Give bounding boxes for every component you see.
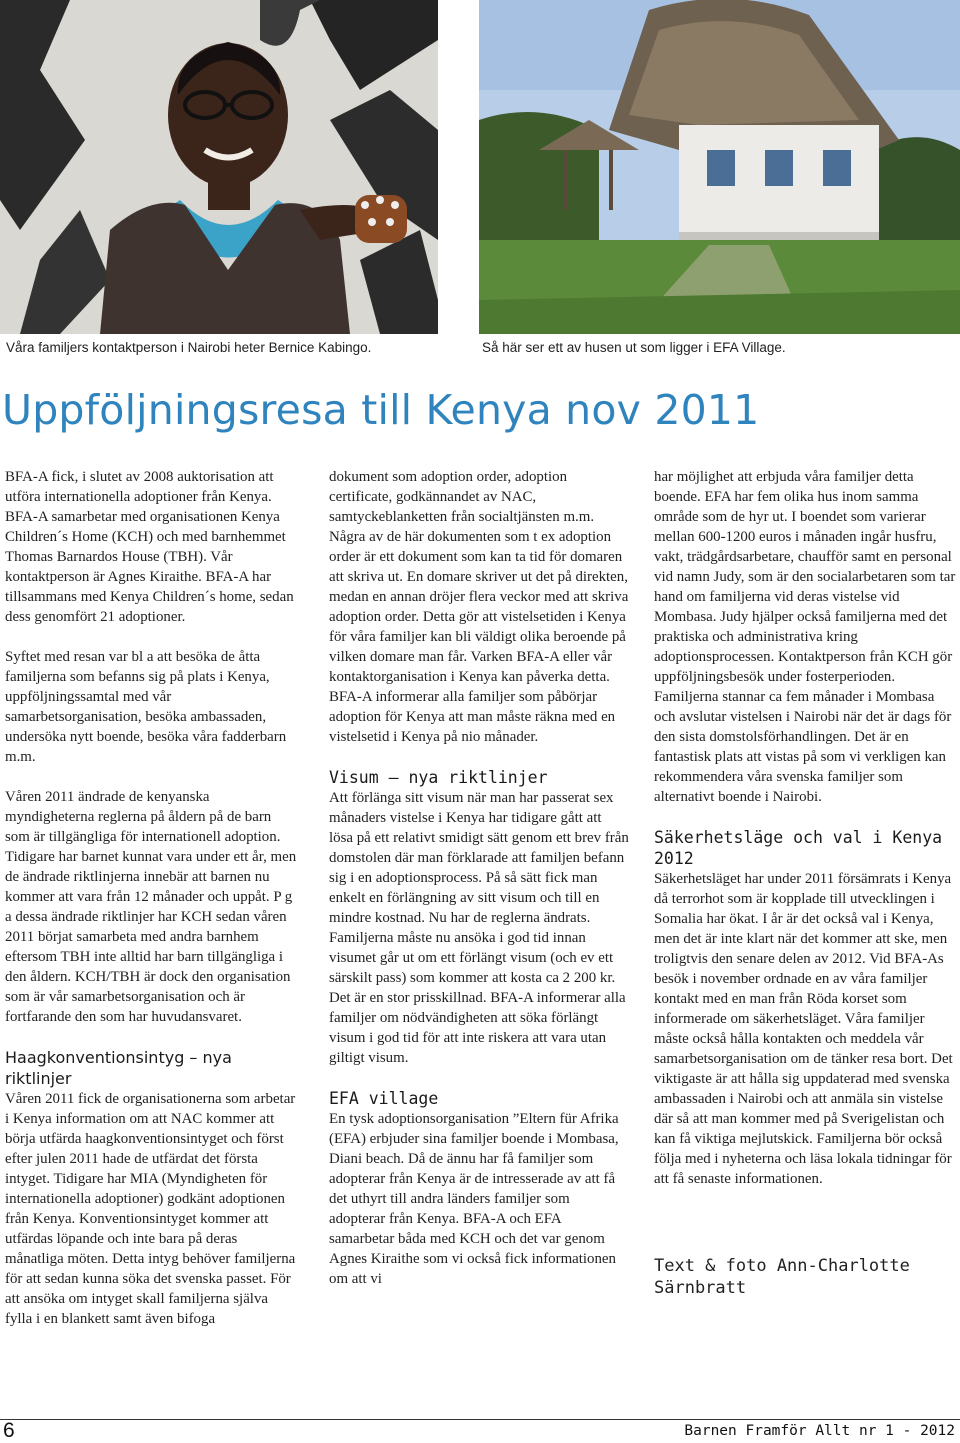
magazine-issue: Barnen Framför Allt nr 1 - 2012 [684,1423,955,1439]
text-column-2 [329,467,629,1289]
paragraph-efa-village: En tysk adoptionsorganisation ”Eltern für Afrika (EFA) erbjuder sina familjer boende i Mombasa, Diani beach. Då de ännu har få familjer som adopterar från Kenya är de intresserade av att få det uthyrt till andra länders familjer som adopterar från Kenya. BFA-A och EFA samarbetar båda med KCH och det var genom Agnes Kiraithe som vi också fick informationen om att vi [329,1111,619,1287]
paragraph-haagkonventionsintyg: Våren 2011 fick de organisationerna som arbetar i Kenya information om att NAC kommer att börja utfärda haagkonventionsintyget och först efter julen 2011 hade de utfärdat det första intyget. Tidigare har MIA (Myndigheten för internationella adoptioner) godkänt adoptionen från Kenya. Konventionsintyget kommer att utfärdas löpande och inte bara på deras månatliga möten. Detta intyg behöver familjerna för att sedan kunna söka det svenska passet. För att ansöka om intyget skall familjerna själva fylla i en blankett samt även bifoga [5,1091,296,1327]
paragraph-dokument: dokument som adoption order, adoption certificate, godkännandet av NAC, samtyckeblanketten från socialtjänsten m.m. Några av de här dokumenten som t ex adoption order är ett dokument som kan ta tid för domaren att skriva ut. En domare skriver ut det på direkten, medan en annan dröjer flera veckor med att skriva adoption order. Detta gör att vistelsetiden i Kenya för våra familjer kan bli väldigt olika beroende på vilken domare man får. Varken BFA-A eller vår kontaktorganisation i Kenya kan påverka detta. BFA-A informerar alla familjer som påbörjar adoption för Kenya att man måste räkna med en vistelsetid i Kenya på nio månader. [329,469,629,745]
heading-efa-village: EFA village [329,1089,439,1108]
photo-bernice-kabingo [0,0,438,334]
photo-efa-village-house [479,0,960,334]
footer-divider [0,1419,960,1420]
paragraph-syfte: Syftet med resan var bl a att besöka de åtta familjerna som befanns sig på plats i Kenya, uppföljningssamtal med vår samarbetsorganisation, besöka ambassaden, undersöka nytt boende, besöka våra fadderbarn m.m. [5,649,287,765]
heading-sakerhetslage: Säkerhetsläge och val i Kenya 2012 [654,828,943,868]
heading-visum: Visum – nya riktlinjer [329,768,548,787]
paragraph-visum: Att förlänga sitt visum när man har passerat sex månaders vistelse i Kenya har tidigare gått att lösa på ett relativt smidigt sätt genom ett brev från domstolen där man förklarade att familjen befann sig i en adoptionsprocess. På så sätt fick man enkelt en förlängning av sitt visum och till en mindre kostnad. Nu har de reglerna ändrats. Familjerna måste nu ansöka i god tid innan visumet går ut om ett förlängt visum (och ev ett särskilt pass) som kommer att kosta ca 2 200 kr. Det är en stor prisskillnad. BFA-A informerar alla familjer om nödvändigheten att söka förlängt visum i god tid för att inte riskera att vara utan giltigt visum. [329,790,629,1066]
article-title: Uppföljningsresa till Kenya nov 2011 [2,386,760,434]
text-column-1 [5,467,297,1329]
text-column-3 [654,467,959,1299]
paragraph-auktorisation: BFA-A fick, i slutet av 2008 auktorisation att utföra internationella adoptioner från Kenya. BFA-A samarbetar med organisationen Kenya Children´s Home (KCH) och med barnhemmet Thomas Barnardos House (TBH). Vår kontaktperson är Agnes Kiraithe. BFA-A har tillsammans med Kenya Children´s home, sedan dess genomfört 21 adoptioner. [5,469,294,625]
caption-right: Så här ser ett av husen ut som ligger i EFA Village. [482,340,786,355]
paragraph-sakerhetslage: Säkerhetsläget har under 2011 försämrats i Kenya då terrorhot som är kopplade till utvecklingen i Somalia har ökat. I år är det också val i Kenya, men det är inte klart när det kommer att ske, men troligtvis den senare delen av 2012. Vid BFA-As besök i november ordnade en av våra familjer kontakt med en man från Röda korset som informerade om säkerhetsläget. Våra familjer måste också hålla kontakten och meddela vår samarbetsorganisation om de tänker resa bort. Det viktigaste är att hålla sig uppdaterad med svenska ambassaden i Nairobi och att anmäla sin vistelse där så att man kommer med på Sverigelistan och kan få viktiga mejlutskick. Familjerna bör också följa med i nyheterna och läsa lokala tidningar för att få senaste informationen. [654,871,953,1187]
caption-left: Våra familjers kontaktperson i Nairobi heter Bernice Kabingo. [6,340,372,355]
heading-haagkonventionsintyg: Haagkonventionsintyg – nya riktlinjer [5,1048,232,1088]
author-credit: Text & foto Ann-Charlotte Särnbratt [654,1256,910,1298]
paragraph-boende: har möjlighet att erbjuda våra familjer detta boende. EFA har fem olika hus inom samma område som de hyr ut. I boendet som varierar mellan 600-1200 euros i månaden ingår husfru, vakt, trädgårdsarbetare, chaufför samt en personal vid namn Judy, som är den socialarbetaren som tar hand om familjerna vid deras vistelse vid Mombasa. Judy hjälper också familjerna med det praktiska och administrativa kring adoptionsprocessen. Kontaktperson från KCH gör uppföljningsbesök under fosterperioden. Familjerna stannar ca fem månader i Mombasa och avslutar vistelsen i Nairobi när det är dags för den sista domstolsförhandlingen. Det är en fantastisk plats att vistas på som vi verkligen kan rekommendera våra svenska familjer som alternativt boende i Nairobi. [654,469,956,805]
paragraph-aldersregler: Våren 2011 ändrade de kenyanska myndigheterna reglerna på åldern på de barn som är tillgängliga för internationell adoption. Tidigare har barnet kunnat vara under ett år, men de ändrade riktlinjerna innebär att barnen nu kommer att vara från 12 månader och uppåt. P g a dessa ändrade riktlinjer har KCH sedan våren 2011 börjat samarbeta med andra barnhem eftersom TBH inte alltid har barn tillgängliga i den åldern. KCH/TBH är dock den organisation som är vår samarbetsorganisation och är fortfarande den som har huvudansvaret. [5,789,297,1025]
page-number: 6 [3,1419,15,1442]
